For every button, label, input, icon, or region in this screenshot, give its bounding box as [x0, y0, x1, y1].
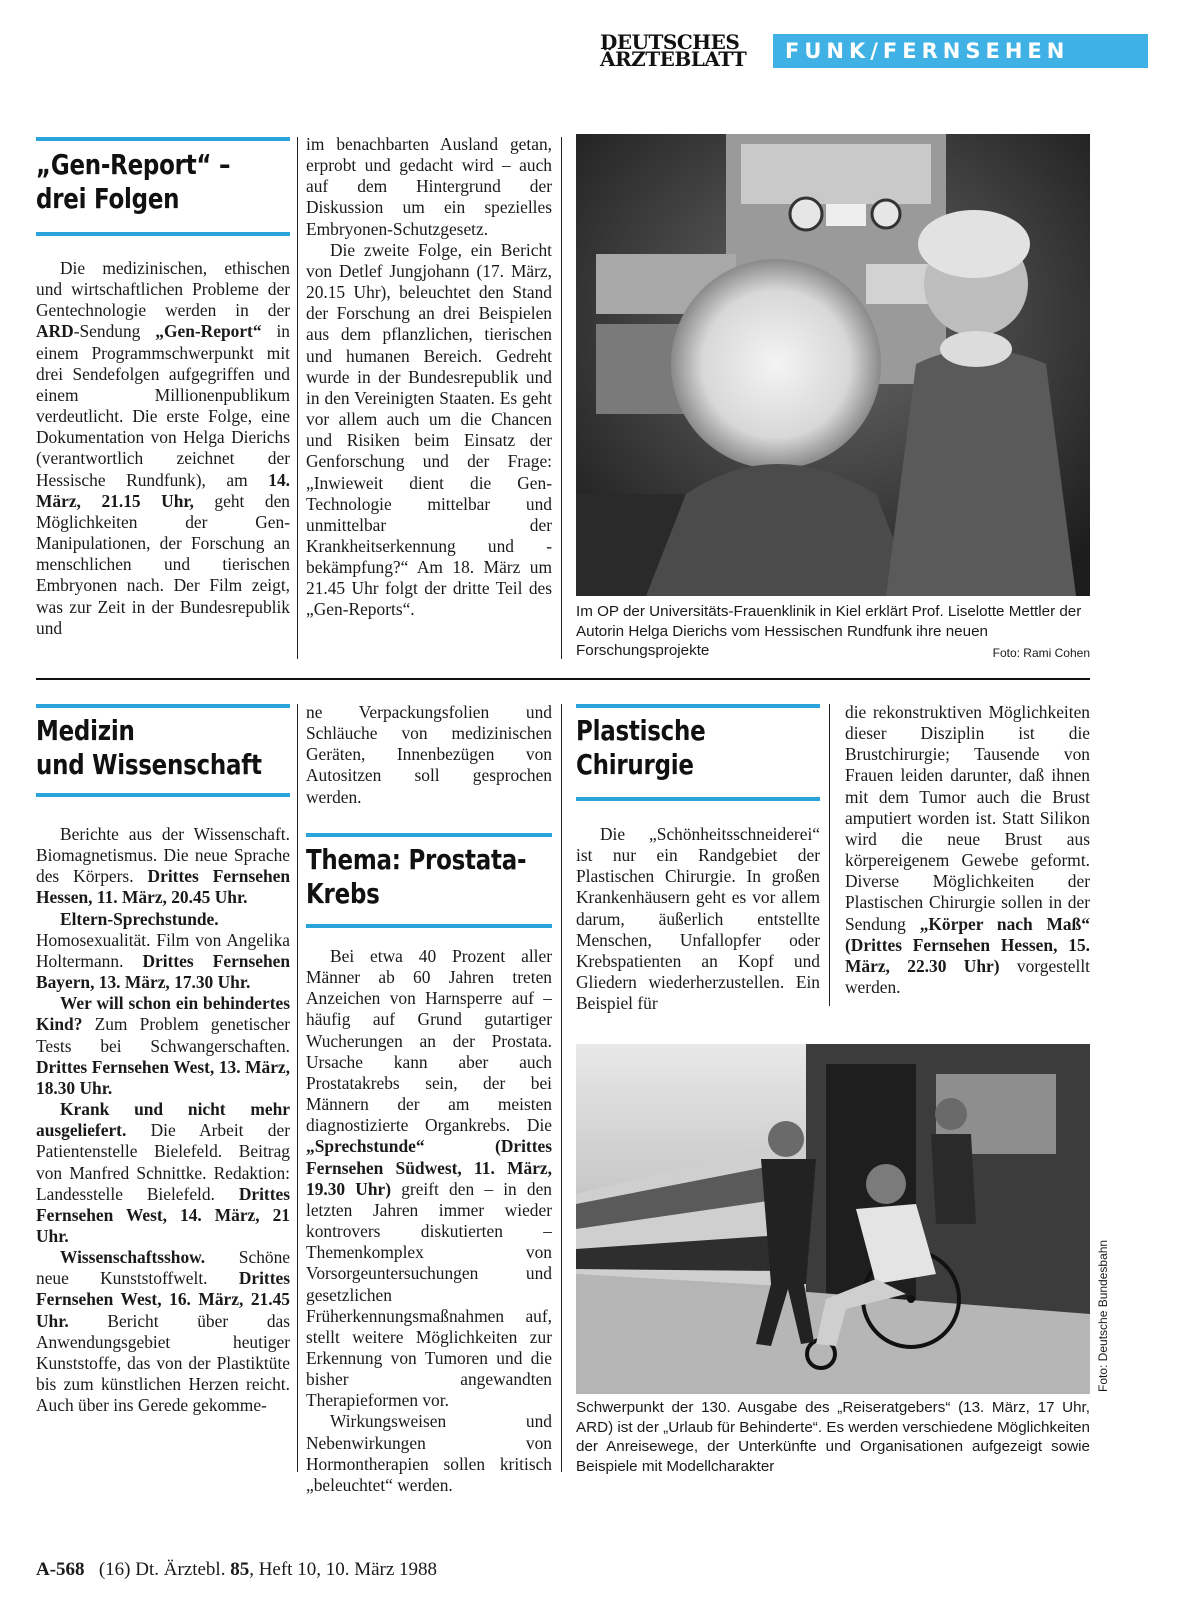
bold-text: 14. März, 21.15 Uhr, [36, 469, 290, 511]
bold-text: Drittes Fernsehen West, 14. März, 21 Uhr. [36, 1183, 290, 1246]
bold-text: „Gen-Report“ [155, 321, 262, 342]
text-run: geht den Möglichkeiten der Gen-Manipulationen, der Forschung an menschlichen und tierischen Embryonen nach. Der Film zeigt, was zur Zeit in der Bundesrepublik und [36, 490, 291, 638]
bold-text: Eltern-Sprechstunde. [60, 908, 219, 929]
text-run: vorgestellt werden. [845, 955, 1090, 998]
article2-continuation: ne Verpackungsfolien und Schläuche von medizinischen Geräten, Innenbezügen von Autositzen soll gesprochen werden. [306, 702, 552, 807]
bold-text: „Sprechstunde“ (Drittes Fernsehen Südwest, 11. März, 19.30 Uhr) [306, 1136, 552, 1199]
bold-text: Drittes Fernsehen West, 16. März, 21.45 Uhr. [36, 1268, 290, 1331]
photo-train-wheelchair-image [576, 1044, 1090, 1394]
column-divider [829, 704, 830, 1006]
bold-text: Wer will schon ein behindertes Kind? [36, 993, 290, 1035]
article4-paragraph1: Die „Schönheitsschneiderei“ ist nur ein Randgebiet der Plastischen Chirurgie. In großen Krankenhäusern geht es vor allem darum, äußerlich entstellte Menschen, Unfallopfer oder Krebspatienten an Kopf und Gliedern wiederherzustellen. Ein Beispiel für [576, 824, 820, 1014]
article2-title: Medizin und Wissenschaft [36, 714, 262, 781]
bold-text: Drittes Fernsehen Hessen, 11. März, 20.45 Uhr. [36, 866, 291, 908]
section-separator [36, 678, 1090, 680]
text-run: Die Arbeit der Patientenstelle Bielefeld. Beitrag von Manfred Schnittke. Redaktion: Landesstelle Bielefeld. [36, 1120, 290, 1204]
article2-column2 [306, 702, 552, 808]
page-number: A-568 [36, 1559, 85, 1580]
column-divider [561, 704, 562, 1472]
rule-blue [306, 924, 552, 928]
article2-paragraph [36, 1247, 290, 1416]
column-divider [297, 704, 298, 1472]
article3-paragraph1 [306, 946, 552, 1411]
article4-column2 [845, 702, 1090, 998]
bold-text: Wissenschaftsshow. [60, 1247, 206, 1268]
photo1-caption: Im OP der Universitäts-Frauenklinik in Kiel erklärt Prof. Liselotte Mettler der Autorin Helga Dierichs vom Hessischen Rundfunk ihre neuen Forschungsprojekte Foto: Rami Cohen [576, 602, 1090, 664]
article4-column1 [576, 824, 820, 1014]
photo-train-wheelchair [576, 1044, 1090, 1394]
text-run: die rekonstruktiven Möglichkeiten dieser Disziplin ist die Brustchirurgie; Tausende von Frauen leiden darunter, daß ihnen mit dem Tumor auch die Brust amputiert worden ist. Statt Silikon wird die neue Brust aus körpereigenem Gewebe geformt. Diverse Möglichkeiten der Plastischen Chirurgie sollen in der Sendung [845, 702, 1090, 934]
article1-paragraph [36, 258, 290, 639]
bold-text: Krank und nicht mehr ausgeliefert. [36, 1099, 290, 1141]
masthead-line1: DEUTSCHES [600, 30, 740, 54]
article1-col2-paragraph1: im benachbarten Ausland getan, erprobt und gedacht wird – auch auf dem Hintergrund der Diskussion um ein spezielles Embryonen-Schutzgesetz. [306, 134, 552, 239]
text-run: in einem Programmschwerpunkt mit drei Sendefolgen aufgegriffen und einem Millionenpublikum verdeutlicht. Die erste Folge, eine Dokumentation von Helga Dierichs (verantwortlich zeichnet der Hessische Rundfunk), am [36, 321, 290, 490]
photo2-credit: Foto: Deutsche Bundesbahn [1096, 1239, 1110, 1392]
issue-info-prefix: (16) Dt. Ärztebl. [98, 1559, 231, 1580]
article2-paragraph [36, 993, 290, 1099]
text-run: greift den – in den letzten Jahren immer wieder kontrovers diskutierten – Themenkomplex von Vorsorgeuntersuchungen und gesetzlichen Früherkennungsmaßnahmen auf, stellt weitere Möglichkeiten zur Erkennung von Tumoren und die bisher angewandten Therapieformen vor. [306, 1178, 553, 1411]
article3-title: Thema: Prostata- Krebs [306, 843, 527, 910]
masthead-logo [600, 30, 766, 71]
column-divider [561, 137, 562, 659]
rule-blue [36, 793, 290, 797]
section-banner: FUNK/FERNSEHEN [773, 34, 1148, 68]
column-divider [297, 137, 298, 659]
page-footer [36, 1559, 437, 1581]
rule-blue [36, 704, 290, 708]
text-run: -Sendung [73, 321, 156, 342]
article2-paragraph [36, 824, 290, 909]
photo2-caption: Schwerpunkt der 130. Ausgabe des „Reiseratgebers“ (13. März, 17 Uhr, ARD) ist der „Urlaub für Behinderte“. Es werden verschiedene Möglichkeiten der Anreisewege, der Unterkünfte und Organisationen aufgezeigt sowie Beispiele mit Modellcharakter [576, 1399, 1090, 1475]
text-run: Homosexualität. Film von Angelika Holtermann. [36, 929, 290, 971]
article3-body [306, 946, 552, 1496]
article3-paragraph2: Wirkungsweisen und Nebenwirkungen von Hormontherapien sollen kritisch „beleuchtet“ werden. [306, 1411, 552, 1495]
article1-title: „Gen-Report“ – drei Folgen [36, 148, 231, 215]
text-run: Bericht über das Anwendungsgebiet heutiger Kunststoffe, das von der Plastiktüte bis zum künstlichen Herzen reicht. Auch über ins Gerede gekomme- [36, 1310, 290, 1416]
article2-paragraph [36, 909, 290, 994]
rule-blue [36, 232, 290, 236]
text-run: Zum Problem genetischer Tests bei Schwangerschaften. [36, 1014, 290, 1056]
text-run: Berichte aus der Wissenschaft. Biomagnetismus. Die neue Sprache des Körpers. [36, 824, 290, 887]
text-run: Die medizinischen, ethischen und wirtschaftlichen Probleme der Gentechnologie werden in der [36, 258, 290, 321]
rule-blue [576, 797, 820, 801]
rule-blue [576, 704, 820, 708]
article1-column1 [36, 258, 290, 639]
issue-info-suffix: , Heft 10, 10. März 1988 [249, 1559, 438, 1580]
bold-text: „Körper nach Maß“ (Drittes Fernsehen Hessen, 15. März, 22.30 Uhr) [845, 913, 1090, 976]
photo-operating-room-image [576, 134, 1090, 596]
article1-column2 [306, 134, 552, 621]
article1-col2-paragraph2: Die zweite Folge, ein Bericht von Detlef Jungjohann (17. März, 20.15 Uhr), beleuchtet den Stand der Forschung an drei Beispielen aus dem pflanzlichen, tierischen und humanen Bereich. Gedreht wurde in der Bundesrepublik und in den Vereinigten Staaten. Es geht vor allem auch um die Chancen und Risiken beim Einsatz der Genforschung und der Frage: „Inwieweit dient die Gen-Technologie mittelbar und unmittelbar der Krankheitserkennung und -bekämpfung?“ Am 18. März um 21.45 Uhr folgt der dritte Teil des „Gen-Reports“. [306, 239, 552, 620]
rule-blue [36, 137, 290, 141]
rule-blue [306, 833, 552, 837]
bold-text: Drittes Fernsehen West, 13. März, 18.30 Uhr. [36, 1056, 290, 1098]
article2-paragraph [36, 1099, 290, 1247]
article2-column1 [36, 824, 290, 1416]
article4-paragraph2 [845, 702, 1090, 998]
text-run: Bei etwa 40 Prozent aller Männer ab 60 Jahren treten Anzeichen von Harnsperre auf – häufig auf Grund gutartiger Wucherungen an der Prostata. Ursache kann aber auch Prostatakrebs sein, der bei Männern der am meisten diagnostizierte Organkrebs. Die [306, 946, 552, 1136]
photo1-credit: Foto: Rami Cohen [992, 646, 1090, 661]
text-run: Schöne neue Kunststoffwelt. [36, 1247, 290, 1289]
volume-number: 85 [230, 1559, 250, 1580]
bold-text: Drittes Fernsehen Bayern, 13. März, 17.30 Uhr. [36, 950, 291, 993]
article4-title: Plastische Chirurgie [576, 714, 706, 781]
bold-text: ARD [36, 321, 74, 342]
photo-operating-room [576, 134, 1090, 596]
masthead-line2: ÄRZTEBLATT [600, 47, 747, 71]
